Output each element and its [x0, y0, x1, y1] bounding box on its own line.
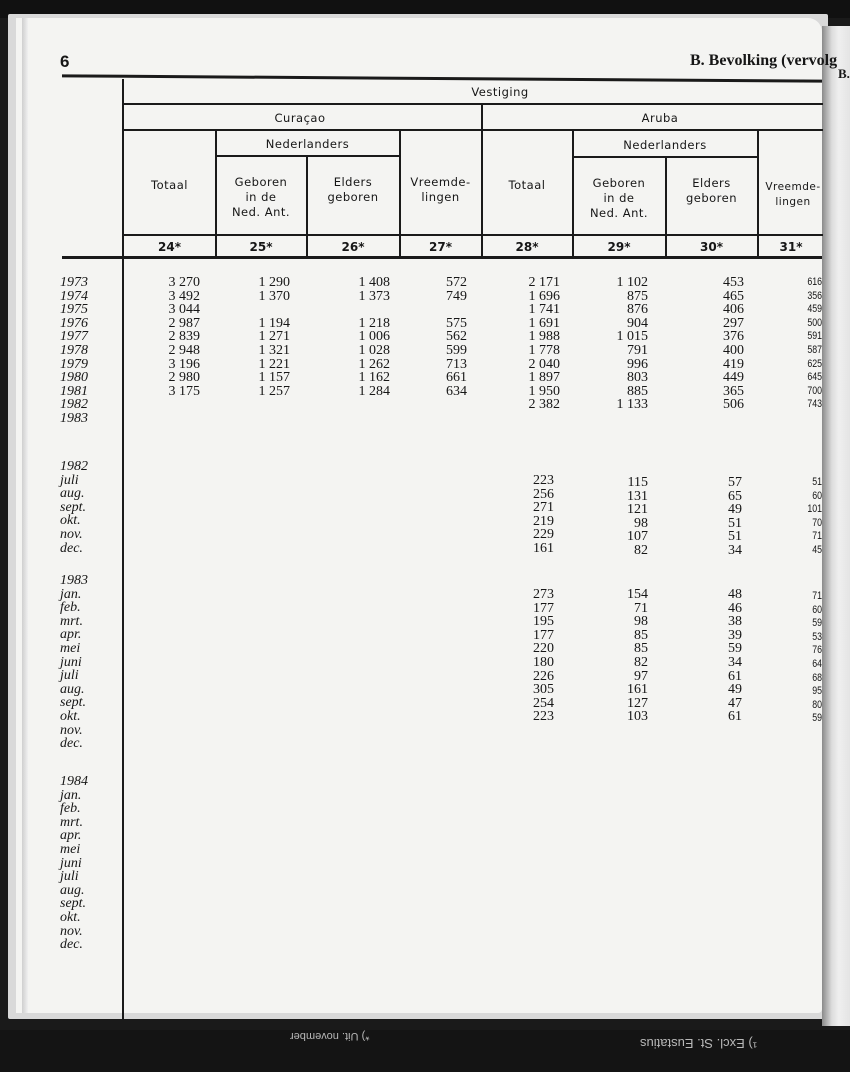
header-aru-nederlanders: Nederlanders	[623, 138, 707, 152]
colnum-30: 30*	[700, 240, 723, 254]
header-cur-elders: Elders geboren	[327, 175, 379, 204]
colnum-26: 26*	[341, 240, 365, 254]
col-aru-vreemd-1982: 51 60 101 70 71 45	[807, 476, 822, 556]
col-aru-geboren-1982: 115 131 121 98 107 82	[627, 475, 648, 558]
table-bottom-rule	[62, 1020, 822, 1023]
col-aru-geboren-1983: 154 71 98 85 85 82 97 161 127 103	[627, 587, 648, 725]
rule-below-colnums	[62, 256, 822, 259]
stub-1984-months: 1984 jan. feb. mrt. apr. mei juni juli aug. sept. okt. nov. dec.	[60, 774, 88, 953]
header-aru-elders: Elders geboren	[685, 176, 738, 205]
rule-under-region	[123, 129, 823, 131]
header-aru-geboren: Geboren in de Ned. Ant.	[589, 176, 649, 220]
stub-1983-months: 1983 jan. feb. mrt. apr. mei juni juli aug. sept. okt. nov. dec.	[60, 573, 88, 752]
header-aru-vreemdelingen: Vreemde- lingen	[765, 181, 821, 208]
colnum-27: 27*	[429, 240, 452, 254]
header-aruba: Aruba	[641, 111, 679, 125]
header-cur-totaal: Totaal	[151, 178, 188, 192]
col-aru-elders-1983: 48 46 38 39 59 34 61 49 47 61	[728, 587, 742, 725]
header-curacao: Curaçao	[274, 111, 326, 125]
col-aru-totaal-1983: 273 177 195 177 220 180 226 305 254 223	[533, 587, 554, 725]
header-cur-geboren: Geboren in de Ned. Ant.	[231, 175, 291, 219]
bleed-through-footnote-2: *) Uit. november	[290, 1030, 370, 1042]
col-aru-totaal-1982: 223 256 271 219 229 161	[533, 473, 554, 556]
header-aru-totaal: Totaal	[508, 178, 546, 192]
colnum-29: 29*	[607, 240, 631, 254]
col-cur-totaal-annual: 3 270 3 492 3 044 2 987 2 839 2 948 3 196 2 980 3 175	[168, 275, 200, 399]
document-page	[16, 18, 822, 1013]
header-vestiging: Vestiging	[471, 85, 529, 99]
stub-1982-months: 1982 juli aug. sept. okt. nov. dec.	[60, 459, 88, 556]
header-cur-nederlanders: Nederlanders	[265, 137, 350, 151]
stub-years: 1973 1974 1975 1976 1977 1978 1979 1980 1981 1982 1983	[60, 275, 88, 426]
next-page-title: B.	[838, 66, 850, 81]
col-aru-elders-annual: 453 465 406 297 376 400 419 449 365 506	[723, 275, 744, 413]
vline-aru-elders	[757, 130, 759, 257]
col-cur-geboren-annual: 1 290 1 370 1 194 1 271 1 321 1 221 1 157 1 257	[258, 275, 290, 399]
colnum-28: 28*	[515, 240, 539, 254]
rule-above-colnums	[123, 234, 823, 236]
page-edge	[22, 18, 28, 1013]
col-cur-elders-annual: 1 408 1 373 1 218 1 006 1 028 1 262 1 162 1 284	[358, 275, 390, 399]
colnum-31: 31*	[779, 240, 803, 254]
stub-divider	[122, 79, 124, 1021]
col-aru-vreemd-1983: 71 60 59 53 76 64 68 95 80 59	[812, 590, 822, 725]
section-title: B. Bevolking (vervolg	[690, 52, 838, 69]
colnum-25: 25*	[249, 240, 273, 254]
rule-under-vestiging	[123, 103, 823, 105]
book-gutter	[822, 26, 850, 1026]
col-cur-vreemd-annual: 572 749 575 562 599 713 661 634	[446, 275, 467, 399]
colnum-24: 24*	[158, 240, 181, 254]
page-number: 6	[60, 52, 70, 71]
bleed-through-footnote: ¹) Excl. St. Eustatius	[640, 1036, 758, 1051]
header-cur-vreemdelingen: Vreemde- lingen	[410, 175, 471, 204]
col-aru-elders-1982: 57 65 49 51 51 34	[728, 475, 742, 558]
col-aru-totaal-annual: 2 171 1 696 1 741 1 691 1 988 1 778 2 040 1 897 1 950 2 382	[528, 275, 560, 413]
col-aru-vreemd-annual: 616 356 459 500 591 587 625 645 700 743	[807, 276, 822, 411]
col-aru-geboren-annual: 1 102 875 876 904 1 015 791 996 803 885 1 133	[616, 275, 648, 413]
